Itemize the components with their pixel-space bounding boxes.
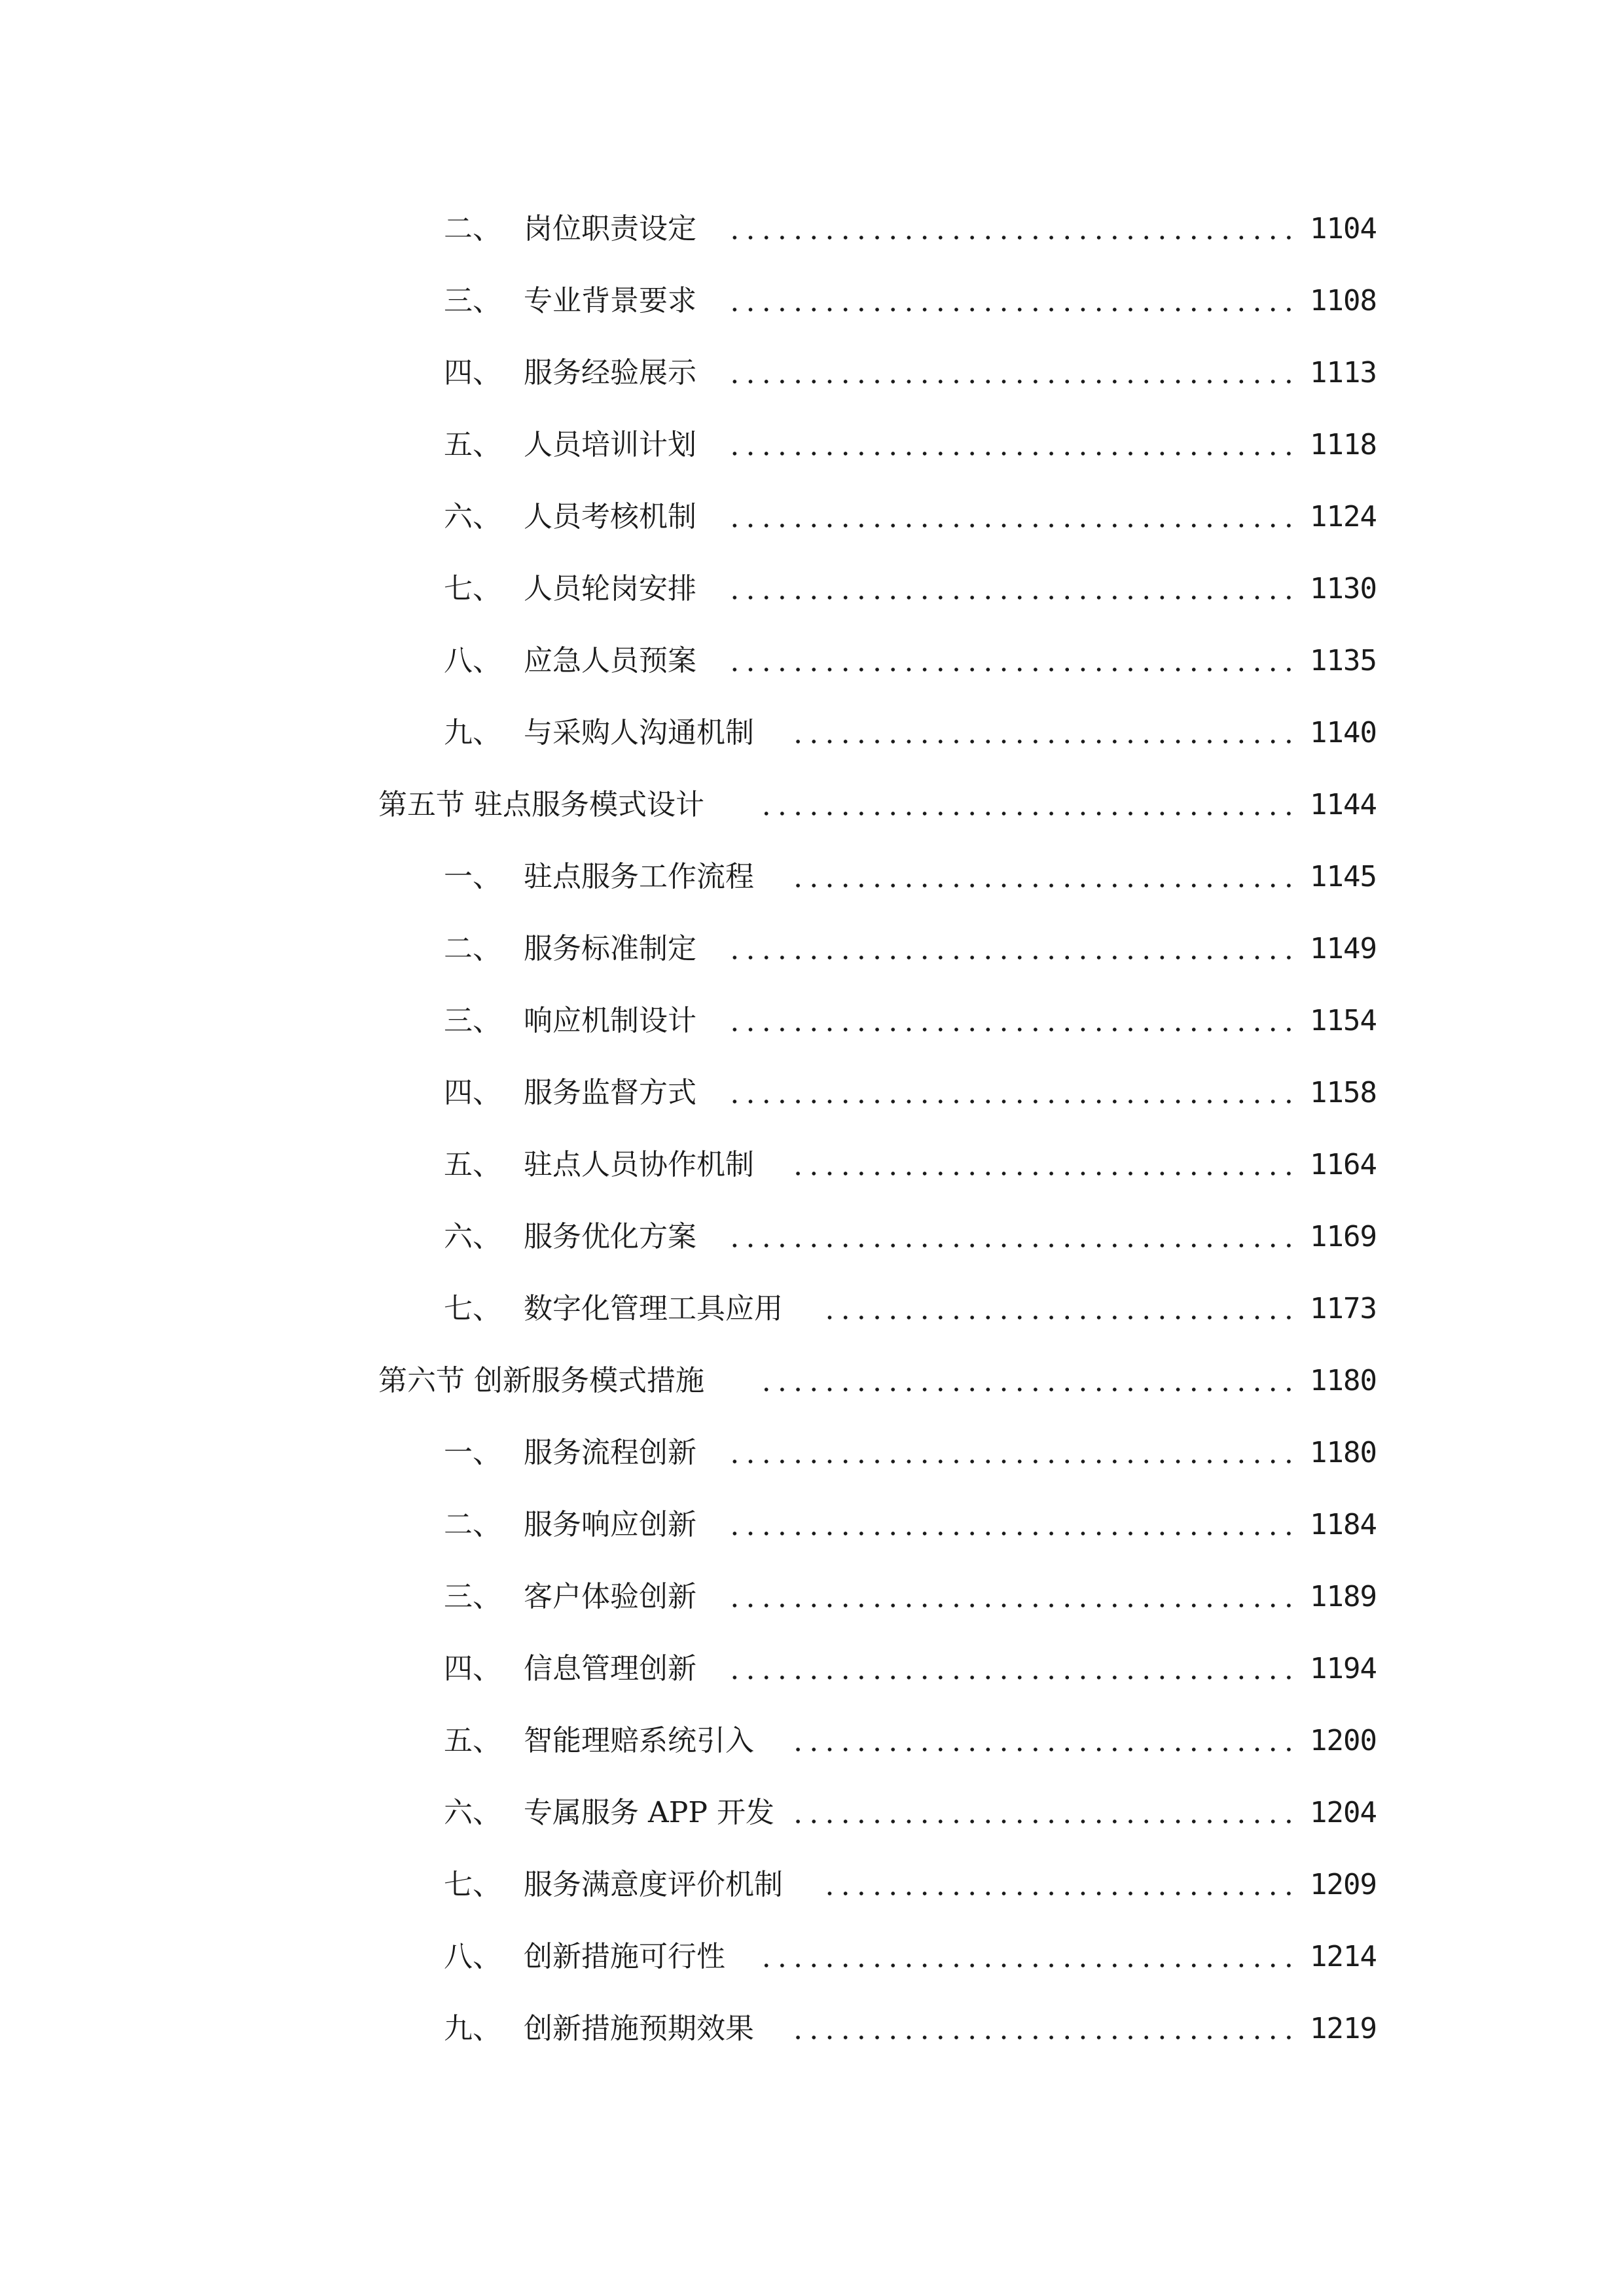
- toc-entry[interactable]: [0, 707, 1624, 759]
- toc-entry-title: 驻点人员协作机制: [524, 1148, 754, 1181]
- toc-entry-page: 1200: [1310, 1724, 1377, 1757]
- toc-entry[interactable]: [0, 1643, 1624, 1695]
- toc-entry-title: 人员培训计划: [524, 428, 696, 461]
- toc-entry-title: 驻点服务工作流程: [524, 860, 754, 893]
- toc-entry[interactable]: [0, 635, 1624, 687]
- toc-entry-number: 六、: [444, 1220, 501, 1253]
- toc-entry-title: 专属服务 APP 开发: [524, 1796, 774, 1829]
- toc-entry-page: 1180: [1310, 1364, 1377, 1397]
- toc-entry[interactable]: [0, 1211, 1624, 1263]
- toc-entry-title: 响应机制设计: [524, 1004, 696, 1037]
- toc-entry-number: 四、: [444, 1652, 501, 1685]
- toc-entry-number: 三、: [444, 284, 501, 317]
- toc-entry-title: 服务流程创新: [524, 1436, 696, 1469]
- toc-entry-page: 1169: [1310, 1220, 1377, 1253]
- toc-section-entry[interactable]: [0, 1355, 1624, 1407]
- toc-entry-title: 服务经验展示: [524, 356, 696, 389]
- toc-entry-title: 专业背景要求: [524, 284, 696, 317]
- toc-entry-number: 九、: [444, 716, 501, 749]
- toc-entry-number: 六、: [444, 500, 501, 533]
- toc-entry-number: 一、: [444, 860, 501, 893]
- toc-dot-leader: [759, 1388, 1297, 1391]
- toc-dot-leader: [789, 1172, 1297, 1175]
- toc-entry-page: 1158: [1310, 1076, 1377, 1109]
- toc-section-entry[interactable]: [0, 779, 1624, 831]
- toc-entry[interactable]: [0, 491, 1624, 543]
- toc-entry-page: 1104: [1310, 212, 1377, 245]
- toc-entry-title: 数字化管理工具应用: [524, 1292, 783, 1325]
- toc-entry-page: 1164: [1310, 1148, 1377, 1181]
- toc-dot-leader: [725, 596, 1297, 600]
- toc-entry[interactable]: [0, 923, 1624, 975]
- toc-entry[interactable]: [0, 1067, 1624, 1119]
- toc-entry-page: 1189: [1310, 1580, 1377, 1613]
- toc-entry-number: 三、: [444, 1580, 501, 1613]
- toc-entry-number: 三、: [444, 1004, 501, 1037]
- toc-dot-leader: [725, 1460, 1297, 1463]
- toc-dot-leader: [759, 1964, 1297, 1967]
- toc-section-title: 第五节 驻点服务模式设计: [378, 788, 704, 821]
- toc-entry-title: 信息管理创新: [524, 1652, 696, 1685]
- toc-entry[interactable]: [0, 995, 1624, 1047]
- toc-dot-leader: [822, 1892, 1297, 1895]
- toc-entry-page: 1184: [1310, 1508, 1377, 1541]
- toc-dot-leader: [789, 1748, 1297, 1751]
- toc-entry-page: 1144: [1310, 788, 1377, 821]
- toc-entry-number: 一、: [444, 1436, 501, 1469]
- toc-dot-leader: [759, 812, 1297, 816]
- toc-entry-page: 1194: [1310, 1652, 1377, 1685]
- toc-dot-leader: [725, 380, 1297, 384]
- toc-dot-leader: [725, 1028, 1297, 1031]
- toc-dot-leader: [725, 1604, 1297, 1607]
- toc-entry-page: 1173: [1310, 1292, 1377, 1325]
- toc-entry-number: 七、: [444, 572, 501, 605]
- toc-entry-page: 1130: [1310, 572, 1377, 605]
- toc-entry-title: 客户体验创新: [524, 1580, 696, 1613]
- toc-entry-title: 创新措施可行性: [524, 1940, 725, 1973]
- toc-dot-leader: [725, 524, 1297, 528]
- toc-dot-leader: [789, 884, 1297, 888]
- toc-entry-number: 四、: [444, 1076, 501, 1109]
- toc-entry-page: 1214: [1310, 1940, 1377, 1973]
- toc-entry-number: 六、: [444, 1796, 501, 1829]
- toc-dot-leader: [725, 1244, 1297, 1247]
- toc-dot-leader: [789, 1820, 1297, 1823]
- toc-entry-number: 二、: [444, 932, 501, 965]
- toc-entry[interactable]: [0, 1499, 1624, 1551]
- toc-entry[interactable]: [0, 1283, 1624, 1335]
- toc-entry-page: 1154: [1310, 1004, 1377, 1037]
- toc-entry-page: 1180: [1310, 1436, 1377, 1469]
- toc-entry-page: 1145: [1310, 860, 1377, 893]
- toc-entry[interactable]: [0, 347, 1624, 399]
- toc-dot-leader: [789, 2036, 1297, 2039]
- toc-entry-title: 智能理赔系统引入: [524, 1724, 754, 1757]
- toc-entry-page: 1209: [1310, 1868, 1377, 1901]
- toc-entry-page: 1113: [1310, 356, 1377, 389]
- toc-entry-title: 服务满意度评价机制: [524, 1868, 783, 1901]
- toc-entry-title: 服务监督方式: [524, 1076, 696, 1109]
- toc-entry[interactable]: [0, 851, 1624, 903]
- toc-dot-leader: [725, 1676, 1297, 1679]
- toc-entry-number: 五、: [444, 1724, 501, 1757]
- toc-entry-title: 服务响应创新: [524, 1508, 696, 1541]
- toc-entry-page: 1204: [1310, 1796, 1377, 1829]
- toc-dot-leader: [789, 740, 1297, 744]
- toc-entry-number: 五、: [444, 428, 501, 461]
- toc-entry[interactable]: [0, 1427, 1624, 1479]
- toc-entry-page: 1108: [1310, 284, 1377, 317]
- toc-entry[interactable]: [0, 1787, 1624, 1839]
- toc-entry-number: 二、: [444, 212, 501, 245]
- toc-entry-number: 二、: [444, 1508, 501, 1541]
- toc-entry-page: 1140: [1310, 716, 1377, 749]
- toc-dot-leader: [725, 308, 1297, 312]
- toc-section-title: 第六节 创新服务模式措施: [378, 1364, 704, 1397]
- toc-dot-leader: [725, 1100, 1297, 1103]
- toc-entry-number: 七、: [444, 1292, 501, 1325]
- toc-entry-page: 1118: [1310, 428, 1377, 461]
- toc-dot-leader: [725, 452, 1297, 456]
- toc-dot-leader: [822, 1316, 1297, 1319]
- toc-entry[interactable]: [0, 275, 1624, 327]
- toc-entry-number: 五、: [444, 1148, 501, 1181]
- toc-entry[interactable]: [0, 1715, 1624, 1767]
- toc-entry-title: 应急人员预案: [524, 644, 696, 677]
- toc-dot-leader: [725, 236, 1297, 240]
- toc-entry-number: 八、: [444, 644, 501, 677]
- toc-entry-page: 1149: [1310, 932, 1377, 965]
- toc-entry[interactable]: [0, 2003, 1624, 2055]
- toc-entry[interactable]: [0, 1571, 1624, 1623]
- toc-entry-title: 创新措施预期效果: [524, 2012, 754, 2045]
- toc-entry-title: 人员轮岗安排: [524, 572, 696, 605]
- toc-entry-number: 八、: [444, 1940, 501, 1973]
- toc-entry-title: 岗位职责设定: [524, 212, 696, 245]
- toc-dot-leader: [725, 668, 1297, 672]
- toc-entry[interactable]: [0, 563, 1624, 615]
- toc-entry-title: 与采购人沟通机制: [524, 716, 754, 749]
- toc-entry-page: 1135: [1310, 644, 1377, 677]
- toc-entry-number: 七、: [444, 1868, 501, 1901]
- toc-entry[interactable]: [0, 1931, 1624, 1983]
- toc-entry-title: 人员考核机制: [524, 500, 696, 533]
- toc-entry[interactable]: [0, 419, 1624, 471]
- toc-entry-number: 九、: [444, 2012, 501, 2045]
- toc-entry-page: 1124: [1310, 500, 1377, 533]
- toc-entry[interactable]: [0, 1139, 1624, 1191]
- toc-entry[interactable]: [0, 1859, 1624, 1911]
- toc-dot-leader: [725, 1532, 1297, 1535]
- toc-entry-title: 服务标准制定: [524, 932, 696, 965]
- toc-entry-number: 四、: [444, 356, 501, 389]
- toc-entry-page: 1219: [1310, 2012, 1377, 2045]
- toc-dot-leader: [725, 956, 1297, 960]
- toc-entry-title: 服务优化方案: [524, 1220, 696, 1253]
- toc-entry[interactable]: [0, 203, 1624, 255]
